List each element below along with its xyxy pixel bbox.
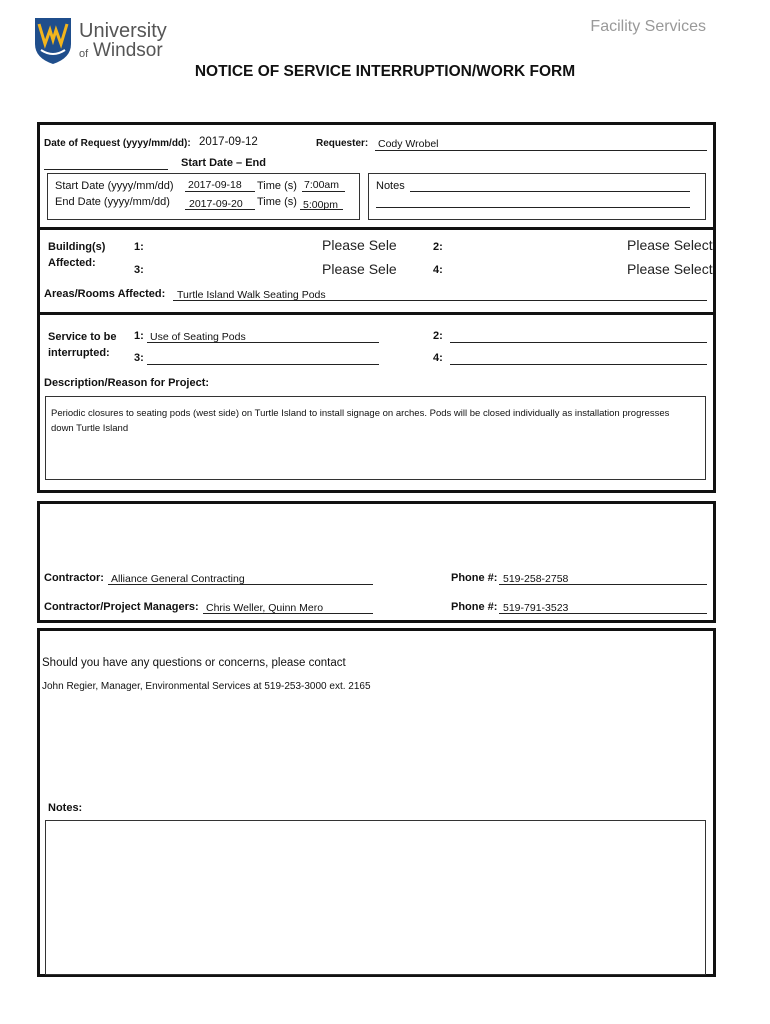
description-text: Periodic closures to seating pods (west side) on Turtle Island to install signage on arches. Pods will be closed individually as installation progresses down Turtle Island (51, 408, 670, 434)
end-time-label: Time (s) (257, 196, 297, 208)
dates-heading-line (44, 155, 168, 170)
notes-line-2[interactable] (376, 193, 690, 208)
areas-value[interactable]: Turtle Island Walk Seating Pods (177, 289, 326, 301)
contractor-value[interactable]: Alliance General Contracting (111, 573, 245, 585)
service-num-1: 1: (134, 330, 144, 342)
managers-label: Contractor/Project Managers: (44, 601, 199, 613)
phone-2-label: Phone #: (451, 601, 498, 613)
notes-line-1[interactable] (410, 177, 690, 192)
phone-1-label: Phone #: (451, 572, 498, 584)
date-of-request-value[interactable]: 2017-09-12 (199, 136, 258, 148)
description-label: Description/Reason for Project: (44, 377, 210, 389)
department-label: Facility Services (590, 18, 706, 35)
university-logo (33, 14, 168, 68)
building-select-2[interactable]: Please Select (627, 237, 713, 253)
end-date-label: End Date (yyyy/mm/dd) (55, 196, 170, 208)
service-line-4[interactable] (450, 350, 707, 365)
phone-2-value[interactable]: 519-791-3523 (503, 602, 569, 614)
logo-wordmark-prefix: of (79, 48, 89, 60)
form-title: NOTICE OF SERVICE INTERRUPTION/WORK FORM (194, 63, 576, 80)
building-select-3[interactable]: Please Sele (322, 261, 397, 277)
requester-value[interactable]: Cody Wrobel (378, 138, 439, 150)
areas-label: Areas/Rooms Affected: (44, 288, 166, 300)
contact-notes-label: Notes: (48, 802, 83, 814)
start-time-value[interactable]: 7:00am (304, 179, 340, 191)
contact-notes-box[interactable] (45, 820, 706, 975)
contact-question: Should you have any questions or concerns, please contact (42, 657, 346, 669)
buildings-label-line1: Building(s) (48, 241, 106, 253)
managers-value[interactable]: Chris Weller, Quinn Mero (206, 602, 324, 614)
service-label-line2: interrupted: (48, 347, 110, 359)
section-divider-2 (37, 312, 716, 315)
contractor-label: Contractor: (44, 572, 104, 584)
building-num-1: 1: (134, 241, 144, 253)
start-date-label: Start Date (yyyy/mm/dd) (55, 180, 174, 192)
service-line-3[interactable] (147, 350, 379, 365)
notes-label: Notes (376, 180, 405, 192)
service-line-2[interactable] (450, 328, 707, 343)
logo-wordmark-line2: Windsor (93, 40, 163, 61)
logo-wordmark-line1: University (79, 20, 167, 42)
service-value-1[interactable]: Use of Seating Pods (150, 331, 246, 343)
building-num-2: 2: (433, 241, 443, 253)
start-time-label: Time (s) (257, 180, 297, 192)
service-num-2: 2: (433, 330, 443, 342)
shield-icon (33, 14, 73, 66)
building-num-3: 3: (134, 264, 144, 276)
service-num-3: 3: (134, 352, 144, 364)
contact-person: John Regier, Manager, Environmental Services at 519-253-3000 ext. 2165 (42, 681, 371, 692)
end-date-value[interactable]: 2017-09-20 (189, 198, 243, 210)
service-num-4: 4: (433, 352, 443, 364)
dates-heading: Start Date – End (181, 157, 266, 169)
building-select-4[interactable]: Please Select (627, 261, 713, 277)
end-time-value[interactable]: 5:00pm (303, 199, 339, 211)
building-select-1[interactable]: Please Sele (322, 237, 397, 253)
building-num-4: 4: (433, 264, 443, 276)
date-of-request-label: Date of Request (yyyy/mm/dd): (44, 138, 191, 149)
start-date-value[interactable]: 2017-09-18 (188, 179, 242, 191)
service-label-line1: Service to be (48, 331, 117, 343)
section-divider (37, 227, 716, 230)
buildings-label-line2: Affected: (48, 257, 96, 269)
requester-label: Requester: (316, 138, 369, 149)
phone-1-value[interactable]: 519-258-2758 (503, 573, 569, 585)
